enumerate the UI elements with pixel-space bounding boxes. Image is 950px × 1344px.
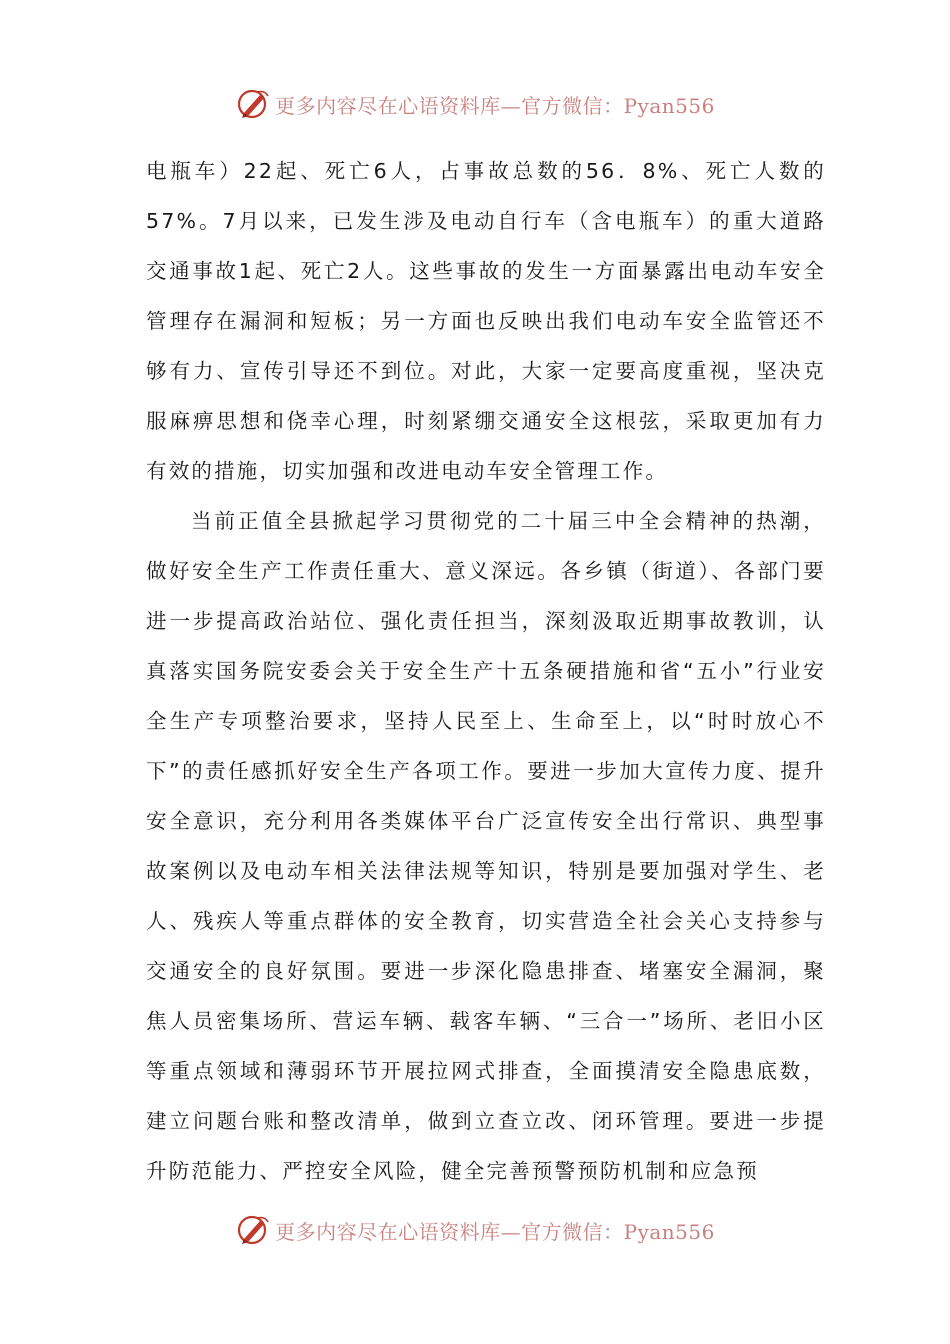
header-watermark <box>0 84 950 124</box>
document-body <box>146 146 826 1196</box>
watermark-text: 更多内容尽在心语资料库—官方微信：Pyan556 <box>275 93 715 118</box>
paragraph-1: 电瓶车）22起、死亡6人，占事故总数的56．8%、死亡人数的57%。7月以来，已发生涉及电动自行车（含电瓶车）的重大道路交通事故1起、死亡2人。这些事故的发生一方面暴露出电动车安全管理存在漏洞和短板；另一方面也反映出我们电动车安全监管还不够有力、宣传引导还不到位。对此，大家一定要高度重视，坚决克服麻痹思想和侥幸心理，时刻紧绷交通安全这根弦，采取更加有力有效的措施，切实加强和改进电动车安全管理工作。 <box>146 159 826 483</box>
pen-logo-icon <box>235 86 271 122</box>
paragraph-2: 当前正值全县掀起学习贯彻党的二十届三中全会精神的热潮，做好安全生产工作责任重大、意义深远。各乡镇（街道）、各部门要进一步提高政治站位、强化责任担当，深刻汲取近期事故教训，认真落实国务院安委会关于安全生产十五条硬措施和省“五小”行业安全生产专项整治要求，坚持人民至上、生命至上，以“时时放心不下”的责任感抓好安全生产各项工作。要进一步加大宣传力度、提升安全意识，充分利用各类媒体平台广泛宣传安全出行常识、典型事故案例以及电动车相关法律法规等知识，特别是要加强对学生、老人、残疾人等重点群体的安全教育，切实营造全社会关心支持参与交通安全的良好氛围。要进一步深化隐患排查、堵塞安全漏洞，聚焦人员密集场所、营运车辆、载客车辆、“三合一”场所、老旧小区等重点领域和薄弱环节开展拉网式排查，全面摸清安全隐患底数，建立问题台账和整改清单，做到立查立改、闭环管理。要进一步提升防范能力、严控安全风险，健全完善预警预防机制和应急预 <box>146 509 826 1183</box>
pen-logo-icon <box>235 1212 271 1248</box>
watermark-text: 更多内容尽在心语资料库—官方微信：Pyan556 <box>275 1219 715 1244</box>
footer-watermark <box>0 1210 950 1250</box>
